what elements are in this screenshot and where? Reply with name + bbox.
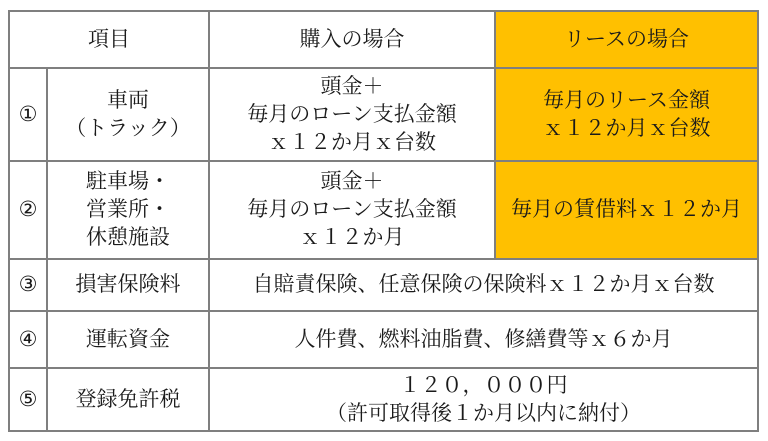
item-name-line: 運転資金 [86, 327, 170, 351]
lease-formula-cell [495, 161, 758, 259]
merged-formula-line: （許可取得後１か月以内に納付） [326, 401, 641, 425]
header-row [9, 11, 758, 68]
merged-formula-cell [209, 368, 758, 431]
merged-formula-line: １２０，０００円 [399, 373, 568, 397]
lease-formula-line: 毎月の賃借料ｘ１２か月 [511, 198, 742, 221]
purchase-formula-line: 毎月のローン支払金額 [247, 198, 457, 221]
row-number: ② [9, 161, 47, 259]
lease-formula-cell [495, 68, 758, 161]
item-name-line: 登録免許税 [75, 387, 181, 411]
lease-formula-line: ｘ１２か月ｘ台数 [542, 116, 711, 140]
item-name-cell [47, 68, 209, 161]
row-number: ⑤ [9, 368, 47, 431]
table-row-insurance [9, 259, 758, 311]
purchase-formula-line: 頭金＋ [320, 74, 384, 98]
merged-formula-cell [209, 311, 758, 368]
item-name-line: 損害保険料 [75, 273, 181, 296]
header-purchase-cell [209, 11, 495, 68]
purchase-formula-line: ｘ１２か月 [299, 226, 405, 249]
header-lease-label: リースの場合 [564, 27, 689, 51]
purchase-formula-line: 頭金＋ [320, 170, 384, 193]
merged-formula-line: 人件費、燃料油脂費、修繕費等ｘ６か月 [294, 327, 673, 351]
item-name-cell [47, 368, 209, 431]
item-name-line: 休憩施設 [86, 226, 170, 249]
header-lease-cell [495, 11, 758, 68]
cost-comparison-table [8, 10, 759, 432]
purchase-formula-cell [209, 161, 495, 259]
table-row-vehicle [9, 68, 758, 161]
item-name-cell [47, 311, 209, 368]
item-name-cell [47, 259, 209, 311]
item-name-line: （トラック） [65, 116, 191, 140]
header-purchase-label: 購入の場合 [299, 27, 405, 51]
merged-formula-cell [209, 259, 758, 311]
table-row-facility [9, 161, 758, 259]
purchase-formula-cell [209, 68, 495, 161]
item-name-line: 駐車場・ [86, 170, 170, 193]
header-item-label: 項目 [88, 27, 130, 51]
merged-formula-line: 自賠責保険、任意保険の保険料ｘ１２か月ｘ台数 [252, 273, 715, 296]
purchase-formula-line: 毎月のローン支払金額 [247, 102, 457, 126]
table-row-registration-tax [9, 368, 758, 431]
table-row-operating-funds [9, 311, 758, 368]
row-number: ④ [9, 311, 47, 368]
lease-formula-line: 毎月のリース金額 [543, 88, 710, 112]
item-name-line: 車両 [107, 88, 149, 112]
item-name-cell [47, 161, 209, 259]
purchase-formula-line: ｘ１２か月ｘ台数 [268, 130, 436, 154]
header-item-cell [9, 11, 209, 68]
row-number: ① [9, 68, 47, 161]
row-number: ③ [9, 259, 47, 311]
item-name-line: 営業所・ [86, 198, 170, 221]
